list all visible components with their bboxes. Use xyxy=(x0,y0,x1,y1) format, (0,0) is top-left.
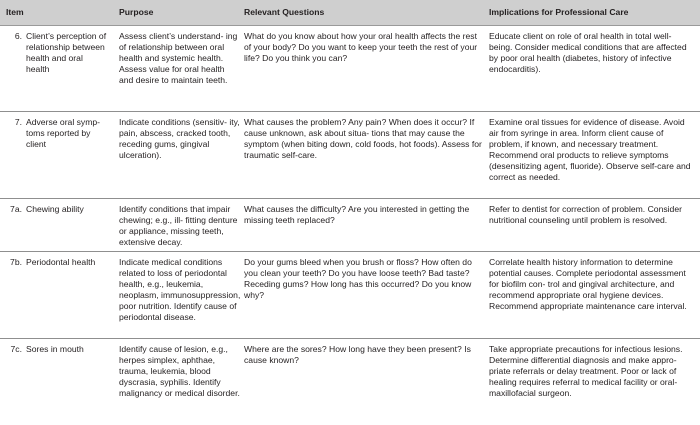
questions-cell: Where are the sores? How long have they been present? Is cause known? xyxy=(244,344,471,365)
implications-cell: Take appropriate precautions for infectious lesions. Determine differential diagnosis and make appro- priate referrals or delay treatment. Poor or lack of healing requires referral to medical facility or oral-maxillofacial surgeon. xyxy=(489,344,683,398)
questions-cell: What causes the difficulty? Are you interested in getting the missing teeth replaced? xyxy=(244,204,470,225)
header-purpose: Purpose xyxy=(119,7,154,17)
implications-cell: Educate client on role of oral health in total well- being. Consider medical conditions that are affected by poor oral health (diabetes, history of infective endocarditis). xyxy=(489,31,687,74)
item-number: 6. xyxy=(14,31,22,41)
questions-cell: What causes the problem? Any pain? When does it occur? If cause unknown, ask about situa- tions that may cause the symptom (when biting down, cold foods, hot foods). Assess for traumatic self-care. xyxy=(244,117,482,160)
implications-cell: Examine oral tissues for evidence of disease. Avoid air from syringe in area. Inform client cause of problem, if known, and necessary treatment. Recommend oral products to relieve symptoms (desensitizing agent, fluoride). Observe self-care and correct as needed. xyxy=(489,117,691,182)
item-number: 7b. xyxy=(10,257,22,267)
table-header-row xyxy=(0,0,700,26)
purpose-cell: Identify cause of lesion, e.g., herpes simplex, aphthae, trauma, leukemia, blood dyscrasia, syphilis. Identify malignancy or medical disorder. xyxy=(119,344,240,398)
item-number: 7c. xyxy=(10,344,22,354)
table-row xyxy=(0,339,700,425)
purpose-cell: Assess client’s understand- ing of relationship between oral health and systemic health. Assess value for oral health and desire to maintain teeth. xyxy=(119,31,238,85)
purpose-cell: Indicate medical conditions related to loss of periodontal health, e.g., leukemia, neoplasm, immunosuppression, poor nutrition. Identify cause of periodontal disease. xyxy=(119,257,241,322)
purpose-cell: Identify conditions that impair chewing; e.g., ill- fitting denture or appliance, missing teeth, extensive decay. xyxy=(119,204,238,247)
item-label: Sores in mouth xyxy=(26,344,84,354)
item-label: Periodontal health xyxy=(26,257,96,267)
item-label: Adverse oral symp- toms reported by client xyxy=(26,117,101,149)
header-item: Item xyxy=(6,7,24,17)
questions-cell: What do you know about how your oral health affects the rest of your body? Do you want to keep your teeth the rest of your life? Do you think you can? xyxy=(244,31,478,63)
item-number: 7a. xyxy=(10,204,22,214)
header-questions: Relevant Questions xyxy=(244,7,325,17)
table-row xyxy=(0,252,700,339)
item-label: Client’s perception of relationship between health and oral health xyxy=(26,31,107,74)
header-implications: Implications for Professional Care xyxy=(489,7,629,17)
implications-cell: Correlate health history information to determine potential causes. Complete periodontal assessment for biofilm con- trol and gingival architecture, and recommend appropriate oral hygiene devices. Recommend appropriate maintenance care interval. xyxy=(489,257,687,311)
table-row xyxy=(0,112,700,199)
table-row xyxy=(0,26,700,112)
item-number: 7. xyxy=(14,117,22,127)
purpose-cell: Indicate conditions (sensitiv- ity, pain, abscess, cracked tooth, receding gums, gingival ulceration). xyxy=(119,117,240,160)
table-row xyxy=(0,199,700,252)
item-label: Chewing ability xyxy=(26,204,84,214)
implications-cell: Refer to dentist for correction of problem. Consider nutritional counseling until problem is resolved. xyxy=(489,204,682,225)
questions-cell: Do your gums bleed when you brush or floss? How often do you clean your teeth? Do you have loose teeth? Bad taste? Receding gums? How long has this occurred? Do you know why? xyxy=(244,257,472,300)
